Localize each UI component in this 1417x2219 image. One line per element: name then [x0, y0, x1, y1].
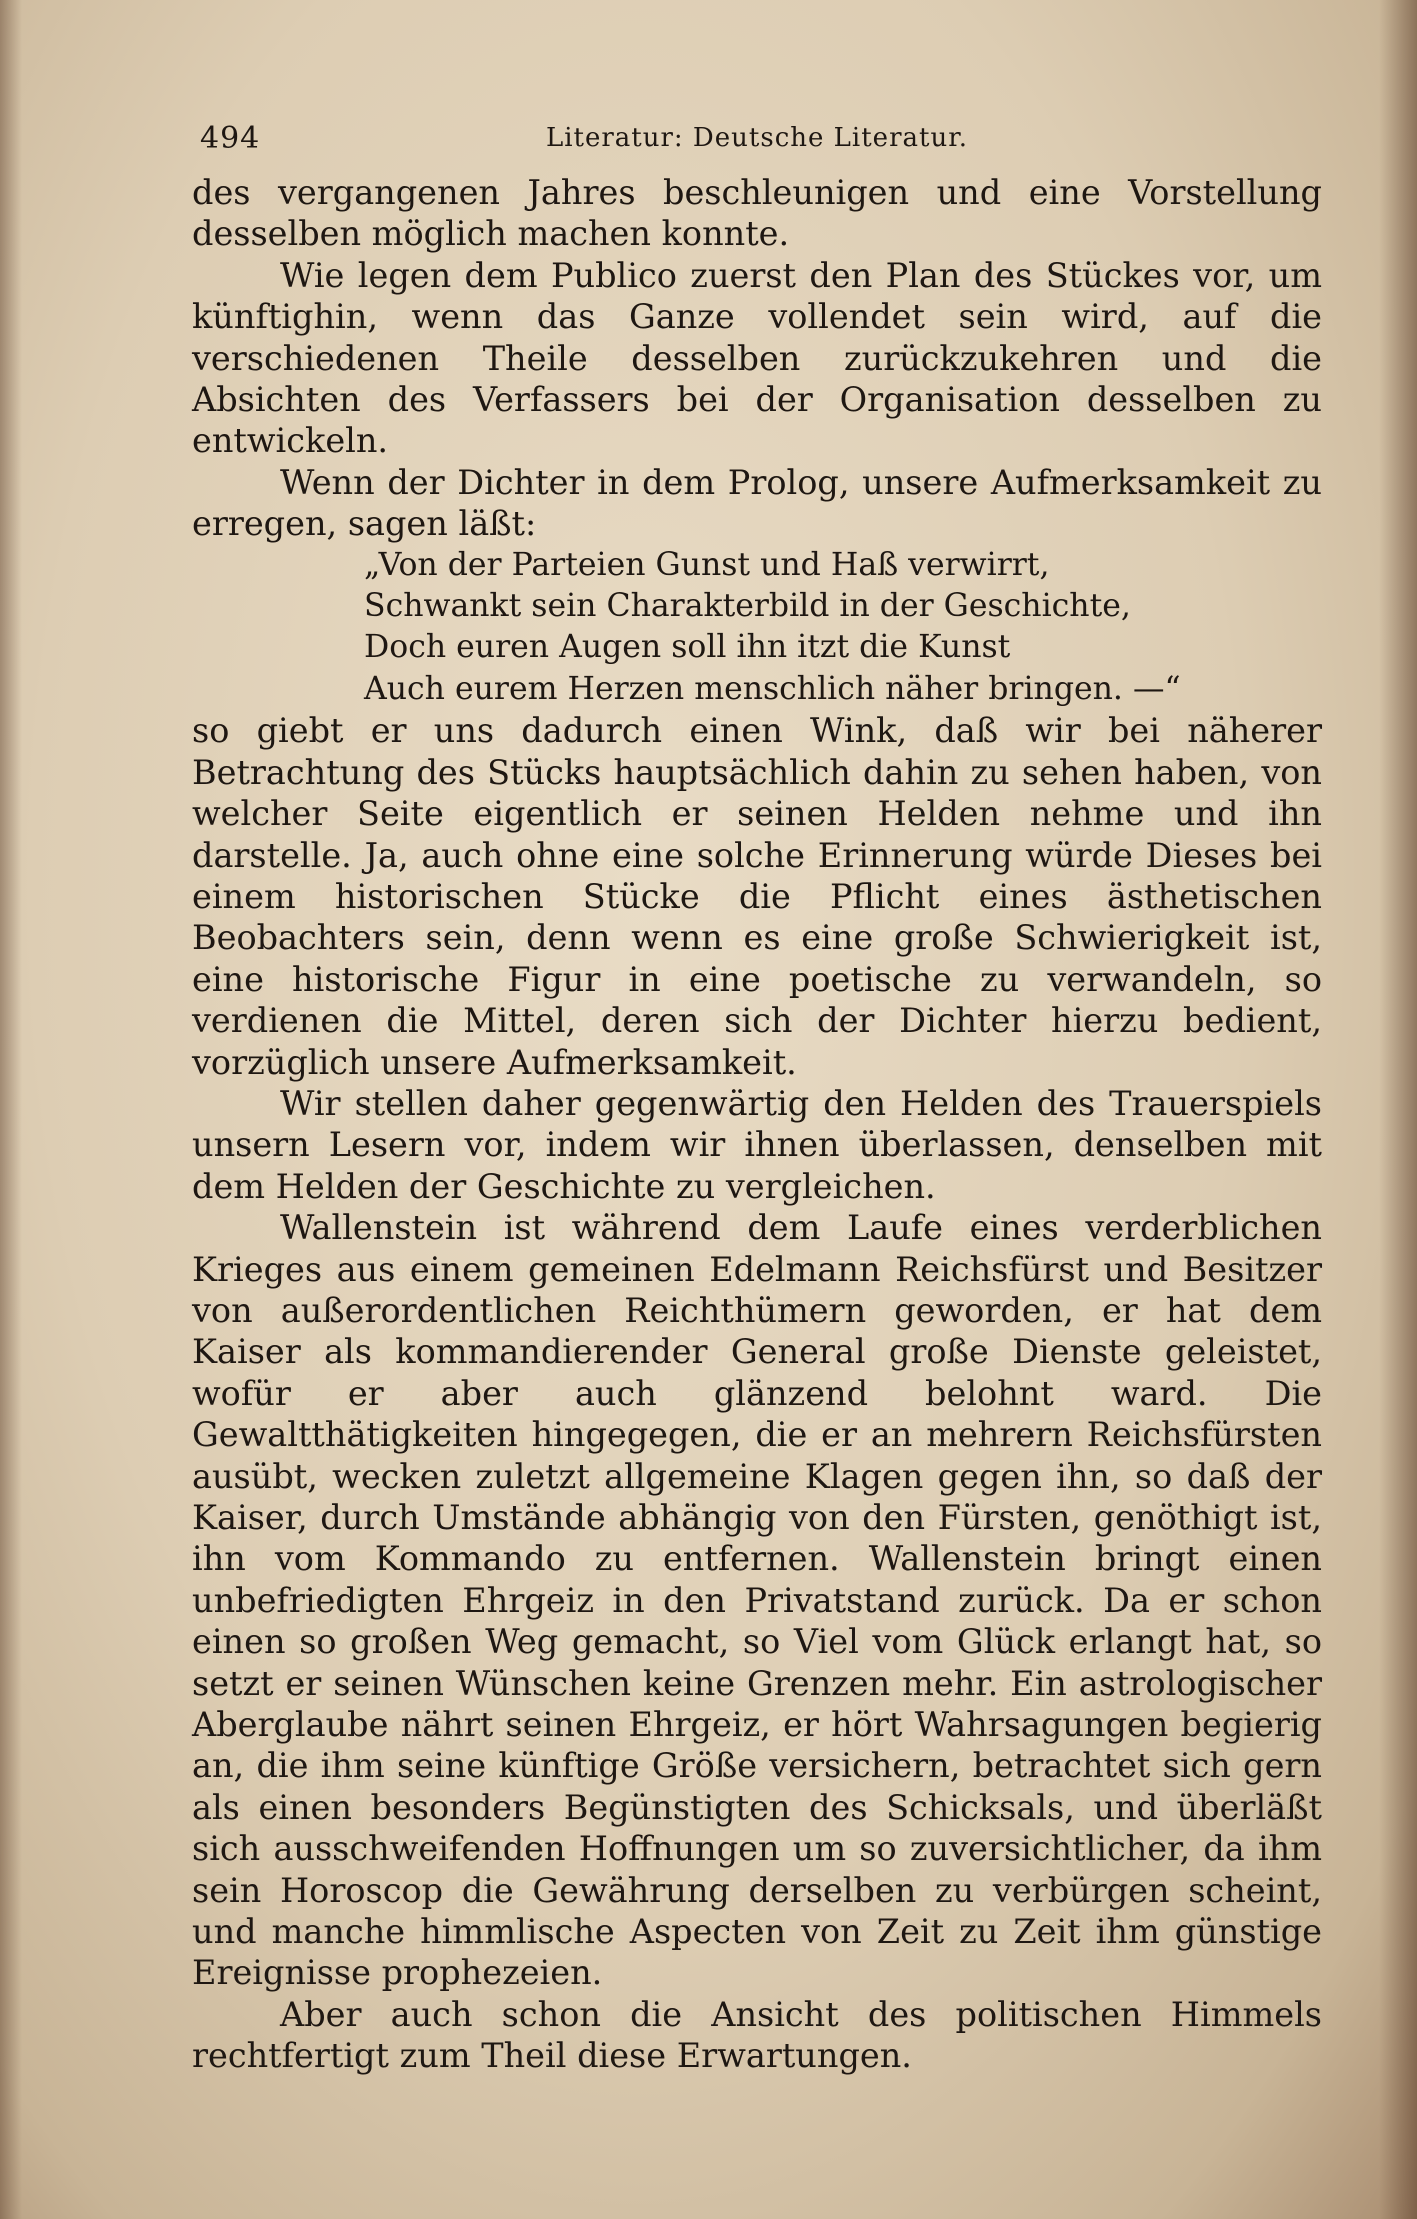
- text-block: [192, 110, 1322, 2077]
- verse-line: Doch euren Augen soll ihn itzt die Kunst: [364, 629, 1011, 666]
- page-edge-shadow-right: [1379, 0, 1417, 2219]
- page-number: 494: [200, 121, 261, 156]
- verse-quote: [364, 545, 1322, 711]
- paragraph-wink: so giebt er uns dadurch einen Wink, daß wir bei näherer Betrachtung des Stücks hauptsächlich dahin zu sehen haben, von welcher Seite eigentlich er seinen Helden nehme und ihn darstelle. Ja, auch ohne eine solche Erinnerung würde Dieses bei einem historischen Stücke die Pflicht eines ästhetischen Beobachters sein, denn wenn es eine große Schwierigkeit ist, eine historische Figur in eine poetische zu verwandeln, so verdienen die Mittel, deren sich der Dichter hierzu bedient, vorzüglich unsere Aufmerksamkeit.: [192, 711, 1322, 1082]
- verse-line: Auch eurem Herzen menschlich näher bringen. —“: [364, 670, 1181, 707]
- paragraph-wallenstein: Wallenstein ist während dem Laufe eines verderblichen Krieges aus einem gemeinen Edelmann Reichsfürst und Besitzer von außerordentlichen Reichthümern geworden, er hat dem Kaiser als kommandierender General große Dienste geleistet, wofür er aber auch glänzend belohnt ward. Die Gewaltthätigkeiten hingegegen, die er an mehrern Reichsfürsten ausübt, wecken zuletzt allgemeine Klagen gegen ihn, so daß der Kaiser, durch Umstände abhängig von den Fürsten, genöthigt ist, ihn vom Kommando zu entfernen. Wallenstein bringt einen unbefriedigten Ehrgeiz in den Privatstand zurück. Da er schon einen so großen Weg gemacht, so Viel vom Glück erlangt hat, so setzt er seinen Wünschen keine Grenzen mehr. Ein astrologischer Aberglaube nährt seinen Ehrgeiz, er hört Wahrsagungen begierig an, die ihm seine künftige Größe versichern, betrachtet sich gern als einen besonders Begünstigten des Schicksals, und überläßt sich ausschweifenden Hoffnungen um so zuversichtlicher, da ihm sein Horoscop die Gewährung derselben zu verbürgen scheint, und manche himmlische Aspecten von Zeit zu Zeit ihm günstige Ereignisse prophezeien.: [192, 1208, 1322, 1993]
- paragraph-himmel: Aber auch schon die Ansicht des politischen Himmels rechtfertigt zum Theil diese Erwartungen.: [192, 1994, 1322, 2076]
- running-title: Literatur: Deutsche Literatur.: [545, 123, 969, 153]
- paragraph-plan: Wie legen dem Publico zuerst den Plan des Stückes vor, um künftighin, wenn das Ganze vollendet sein wird, auf die verschiedenen Theile desselben zurückzukehren und die Absichten des Verfassers bei der Organisation desselben zu entwickeln.: [192, 255, 1322, 461]
- paragraph-continuation: des vergangenen Jahres beschleunigen und eine Vorstellung desselben möglich machen konnte.: [192, 173, 1322, 254]
- paragraph-helden: Wir stellen daher gegenwärtig den Helden des Trauerspiels unsern Lesern vor, indem wir ihnen überlassen, denselben mit dem Helden der Geschichte zu vergleichen.: [192, 1083, 1322, 1206]
- verse-line: „Von der Parteien Gunst und Haß verwirrt,: [364, 546, 1050, 583]
- paragraph-prolog: Wenn der Dichter in dem Prolog, unsere Aufmerksamkeit zu erregen, sagen läßt:: [192, 462, 1322, 544]
- page-edge-shadow-left: [0, 0, 22, 2219]
- running-head: [192, 110, 1322, 172]
- verse-line: Schwankt sein Charakterbild in der Geschichte,: [364, 588, 1131, 625]
